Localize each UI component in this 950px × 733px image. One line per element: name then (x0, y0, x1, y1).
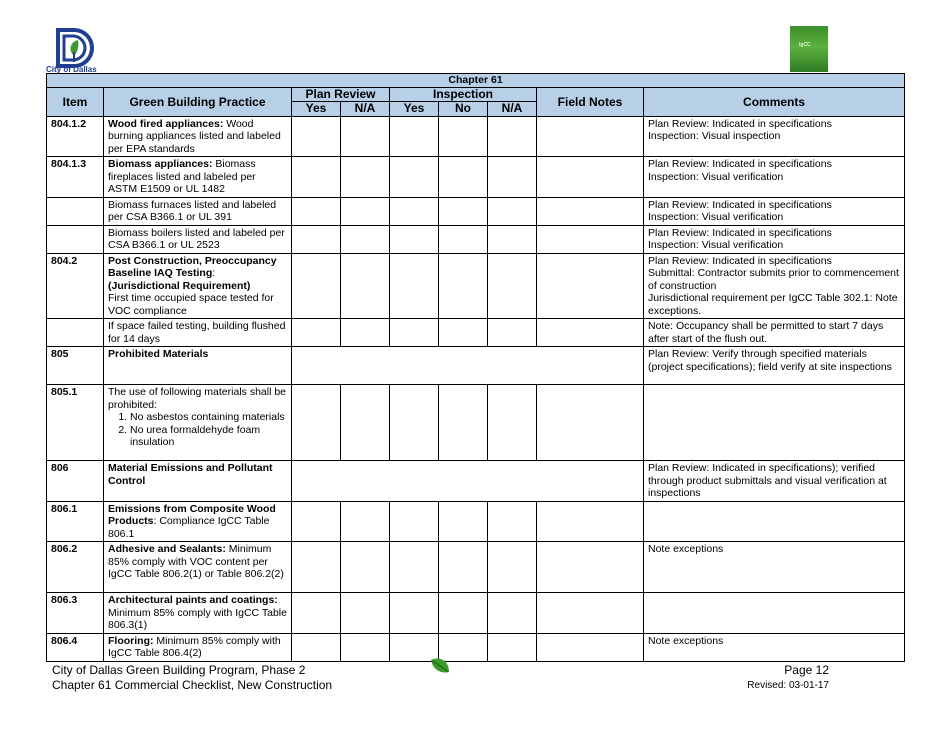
practice-cell (104, 593, 292, 634)
field-notes-cell[interactable] (537, 197, 644, 225)
insp-na-cell[interactable] (488, 319, 537, 347)
header-insp-na: N/A (488, 101, 537, 116)
comments-cell: Note exceptions (644, 542, 905, 593)
insp-no-cell[interactable] (439, 542, 488, 593)
plan-yes-cell[interactable] (292, 385, 341, 461)
table-row (47, 347, 905, 385)
practice-text: First time occupied space tested for VOC compliance (108, 292, 274, 317)
table-row (47, 116, 905, 157)
comment-line: Inspection: Visual inspection (648, 130, 781, 142)
practice-cell (104, 116, 292, 157)
comments-cell (644, 593, 905, 634)
insp-yes-cell[interactable] (390, 157, 439, 198)
insp-no-cell[interactable] (439, 385, 488, 461)
item-number: 805 (47, 347, 104, 385)
header-practice: Green Building Practice (104, 88, 292, 117)
plan-na-cell[interactable] (341, 319, 390, 347)
plan-na-cell[interactable] (341, 593, 390, 634)
comment-line: Submittal: Contractor submits prior to commencement of construction (648, 267, 899, 292)
practice-text: : Compliance IgCC Table 806.1 (108, 515, 270, 540)
plan-na-cell[interactable] (341, 542, 390, 593)
insp-no-cell[interactable] (439, 593, 488, 634)
insp-na-cell[interactable] (488, 197, 537, 225)
plan-na-cell[interactable] (341, 385, 390, 461)
practice-cell (104, 253, 292, 319)
plan-na-cell[interactable] (341, 225, 390, 253)
practice-title: Adhesive and Sealants: (108, 543, 226, 555)
column-header-row (47, 88, 905, 102)
insp-na-cell[interactable] (488, 116, 537, 157)
practice-title: Material Emissions and Pollutant Control (104, 461, 292, 502)
insp-no-cell[interactable] (439, 157, 488, 198)
table-row (47, 319, 905, 347)
practice-text: The use of following materials shall be prohibited: (108, 386, 287, 411)
comments-cell (644, 116, 905, 157)
plan-yes-cell[interactable] (292, 542, 341, 593)
plan-yes-cell[interactable] (292, 253, 341, 319)
insp-na-cell[interactable] (488, 253, 537, 319)
comments-cell (644, 225, 905, 253)
item-number: 806.4 (47, 633, 104, 661)
comments-cell (644, 385, 905, 461)
plan-yes-cell[interactable] (292, 157, 341, 198)
table-row (47, 157, 905, 198)
insp-yes-cell[interactable] (390, 593, 439, 634)
table-row (47, 225, 905, 253)
field-notes-cell[interactable] (537, 116, 644, 157)
field-notes-cell[interactable] (537, 633, 644, 661)
table-row (47, 501, 905, 542)
insp-no-cell[interactable] (439, 501, 488, 542)
practice-text: Minimum 85% comply with IgCC Table 806.3(1) (108, 606, 287, 631)
item-number (47, 225, 104, 253)
practice-title: Biomass appliances: (108, 158, 213, 170)
comment-line: Plan Review: Indicated in specifications (648, 117, 832, 130)
field-notes-cell[interactable] (537, 253, 644, 319)
table-row (47, 461, 905, 502)
practice-title: Architectural paints and coatings: (108, 594, 278, 606)
insp-no-cell[interactable] (439, 253, 488, 319)
item-number: 806.1 (47, 501, 104, 542)
header-plan-na: N/A (341, 101, 390, 116)
city-logo-caption: City of Dallas (46, 65, 97, 74)
insp-na-cell[interactable] (488, 225, 537, 253)
practice-text: Biomass boilers listed and labeled per CSA B366.1 or UL 2523 (104, 225, 292, 253)
plan-yes-cell[interactable] (292, 116, 341, 157)
chapter-header-row (47, 74, 905, 88)
list-item: 2. No urea formaldehyde foam insulation (130, 424, 287, 449)
field-notes-cell[interactable] (537, 501, 644, 542)
comment-line: Plan Review: Indicated in specifications (648, 158, 832, 170)
plan-yes-cell[interactable] (292, 501, 341, 542)
practice-cell (104, 633, 292, 661)
insp-yes-cell[interactable] (390, 501, 439, 542)
field-notes-cell[interactable] (537, 385, 644, 461)
comments-cell (644, 501, 905, 542)
comments-cell: Plan Review: Indicated in specifications); verified through product submittals and visual verification at inspections (644, 461, 905, 502)
merged-check-cell (292, 347, 644, 385)
practice-title: Wood fired appliances: (108, 117, 224, 130)
insp-no-cell[interactable] (439, 116, 488, 157)
practice-text: Wood burning appliances listed and labeled per EPA standards (108, 117, 281, 155)
table-row (47, 542, 905, 593)
practice-title: Flooring: (108, 634, 154, 647)
comment-line: Inspection: Visual verification (648, 239, 784, 251)
practice-text: Minimum 85% comply with VOC content per IgCC Table 806.2(1) or Table 806.2(2) (108, 543, 284, 580)
plan-yes-cell[interactable] (292, 197, 341, 225)
insp-na-cell[interactable] (488, 542, 537, 593)
comment-line: Jurisdictional requirement per IgCC Table 302.1: Note exceptions. (648, 292, 898, 317)
plan-yes-cell[interactable] (292, 319, 341, 347)
comment-line: Plan Review: Indicated in specifications (648, 198, 832, 211)
header-inspection: Inspection (390, 88, 537, 102)
comment-line: Inspection: Visual verification (648, 170, 784, 183)
insp-yes-cell[interactable] (390, 385, 439, 461)
insp-no-cell[interactable] (439, 225, 488, 253)
comments-cell (644, 253, 905, 319)
prohibited-materials-list (108, 411, 287, 449)
header-field-notes: Field Notes (537, 88, 644, 117)
plan-na-cell[interactable] (341, 501, 390, 542)
item-number: 804.1.2 (47, 116, 104, 157)
list-item: 1. No asbestos containing materials (130, 411, 287, 424)
insp-yes-cell[interactable] (390, 116, 439, 157)
field-notes-cell[interactable] (537, 593, 644, 634)
comments-cell: Note: Occupancy shall be permitted to start 7 days after start of the flush out. (644, 319, 905, 347)
revised-date: Revised: 03-01-17 (747, 680, 829, 691)
field-notes-cell[interactable] (537, 225, 644, 253)
insp-yes-cell[interactable] (390, 253, 439, 319)
item-number: 806.2 (47, 542, 104, 593)
practice-title-2: (Jurisdictional Requirement) (108, 279, 251, 292)
practice-title-colon: : (212, 267, 216, 279)
comments-cell (644, 157, 905, 198)
header-insp-no: No (439, 101, 488, 116)
practice-cell (104, 157, 292, 198)
item-number: 805.1 (47, 385, 104, 461)
plan-na-cell[interactable] (341, 157, 390, 198)
practice-cell (104, 542, 292, 593)
field-notes-cell[interactable] (537, 319, 644, 347)
field-notes-cell[interactable] (537, 542, 644, 593)
insp-no-cell[interactable] (439, 197, 488, 225)
comments-cell: Plan Review: Verify through specified materials (project specifications); field verify at site inspections (644, 347, 905, 385)
table-row (47, 253, 905, 319)
practice-text: Biomass fireplaces listed and labeled per ASTM E1509 or UL 1482 (108, 158, 256, 195)
item-number: 806 (47, 461, 104, 502)
plan-na-cell[interactable] (341, 253, 390, 319)
item-number: 804.2 (47, 253, 104, 319)
insp-no-cell[interactable] (439, 319, 488, 347)
chapter-title: Chapter 61 (47, 74, 905, 88)
insp-yes-cell[interactable] (390, 197, 439, 225)
comment-line: Inspection: Visual verification (648, 211, 784, 223)
plan-na-cell[interactable] (341, 633, 390, 661)
comment-line: Plan Review: Indicated in specifications (648, 254, 832, 267)
header-comments: Comments (644, 88, 905, 117)
plan-yes-cell[interactable] (292, 225, 341, 253)
item-number: 804.1.3 (47, 157, 104, 198)
item-number (47, 319, 104, 347)
table-row (47, 633, 905, 661)
header-plan-yes: Yes (292, 101, 341, 116)
footer-right (747, 663, 829, 693)
igcc-logo-icon (790, 26, 828, 72)
plan-na-cell[interactable] (341, 116, 390, 157)
item-number (47, 197, 104, 225)
comments-cell (644, 197, 905, 225)
footer-program-line: City of Dallas Green Building Program, Phase 2 (52, 663, 306, 677)
practice-title: Prohibited Materials (104, 347, 292, 385)
header-item: Item (47, 88, 104, 117)
igcc-logo-mark: IgCC (799, 42, 811, 48)
practice-text: Minimum 85% comply with IgCC Table 806.4(2) (108, 634, 281, 659)
insp-na-cell[interactable] (488, 501, 537, 542)
insp-yes-cell[interactable] (390, 319, 439, 347)
footer-checklist-line: Chapter 61 Commercial Checklist, New Construction (52, 678, 333, 692)
insp-na-cell[interactable] (488, 633, 537, 661)
insp-yes-cell[interactable] (390, 225, 439, 253)
insp-na-cell[interactable] (488, 385, 537, 461)
checklist-table (46, 73, 905, 662)
table-row (47, 593, 905, 634)
practice-title: Post Construction, Preoccupancy Baseline IAQ Testing (108, 254, 277, 279)
plan-na-cell[interactable] (341, 197, 390, 225)
item-number: 806.3 (47, 593, 104, 634)
insp-yes-cell[interactable] (390, 542, 439, 593)
comment-line: Plan Review: Indicated in specifications (648, 226, 832, 239)
practice-text: Biomass furnaces listed and labeled per CSA B366.1 or UL 391 (104, 197, 292, 225)
header-plan-review: Plan Review (292, 88, 390, 102)
comments-cell: Note exceptions (644, 633, 905, 661)
field-notes-cell[interactable] (537, 157, 644, 198)
page-number: Page 12 (784, 663, 829, 677)
footer-left (52, 663, 332, 693)
table-row (47, 197, 905, 225)
insp-na-cell[interactable] (488, 157, 537, 198)
plan-yes-cell[interactable] (292, 633, 341, 661)
plan-yes-cell[interactable] (292, 593, 341, 634)
insp-na-cell[interactable] (488, 593, 537, 634)
header-insp-yes: Yes (390, 101, 439, 116)
practice-title: Emissions from Composite Wood Products (108, 502, 276, 527)
leaf-icon (429, 656, 451, 676)
practice-text: If space failed testing, building flushed for 14 days (104, 319, 292, 347)
table-row (47, 385, 905, 461)
practice-cell (104, 501, 292, 542)
practice-cell (104, 385, 292, 461)
merged-check-cell (292, 461, 644, 502)
